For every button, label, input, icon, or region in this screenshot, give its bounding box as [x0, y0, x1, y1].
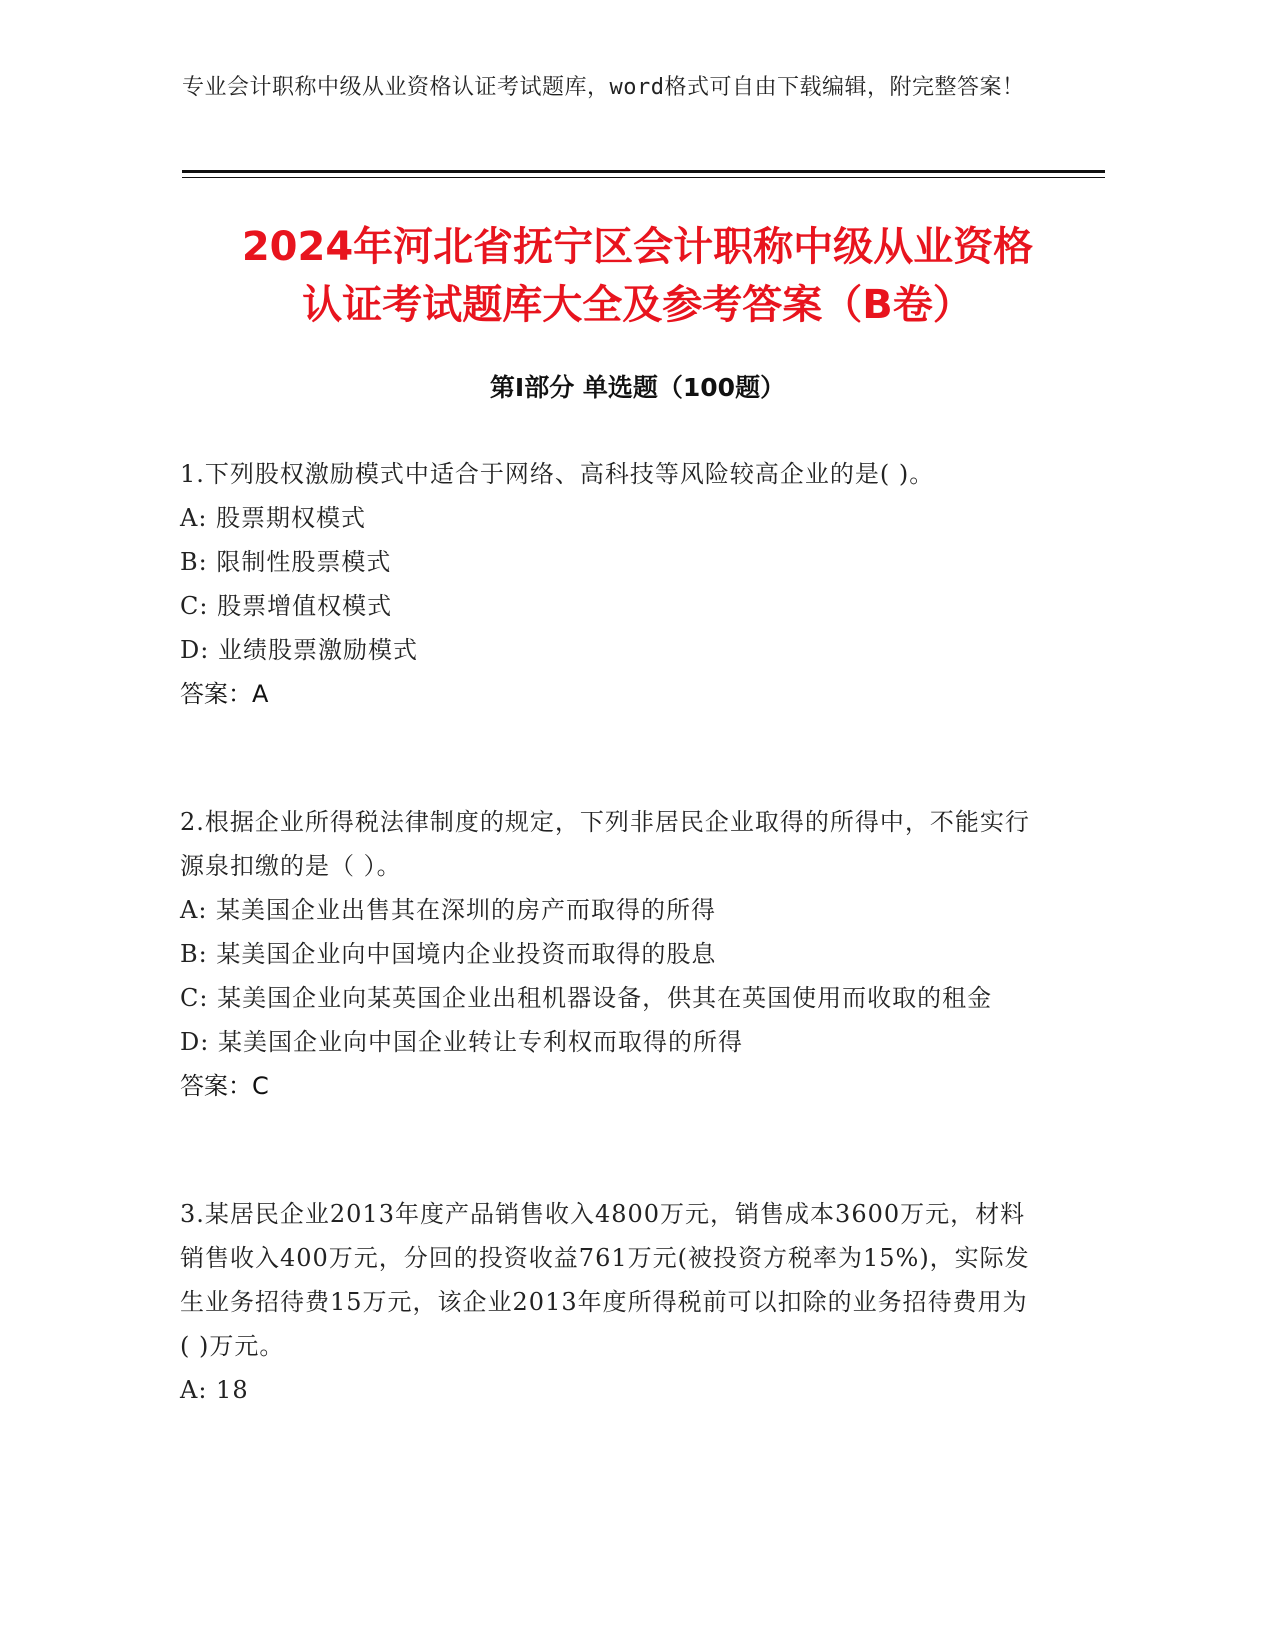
section-heading: 第Ⅰ部分 单选题（100题） — [489, 373, 786, 402]
question-stem: 3.某居民企业2013年度产品销售收入4800万元，销售成本3600万元，材料销售收入400万元，分回的投资收益761万元(被投资方税率为15%)，实际发生业务招待费15万元，该企业2013年度所得税前可以扣除的业务招待费用为( )万元。 — [180, 1200, 1030, 1360]
question-1 — [180, 452, 1030, 716]
option-c: C: 某美国企业向某英国企业出租机器设备，供其在英国使用而收取的租金 — [180, 984, 993, 1012]
question-stem: 1.下列股权激励模式中适合于网络、高科技等风险较高企业的是( )。 — [180, 460, 935, 488]
question-stem: 2.根据企业所得税法律制度的规定，下列非居民企业取得的所得中，不能实行源泉扣缴的是（ ）。 — [180, 808, 1030, 880]
header-note: 专业会计职称中级从业资格认证考试题库，word格式可自由下载编辑，附完整答案！ — [182, 75, 1025, 100]
document-title-line-2: 认证考试题库大全及参考答案（B卷） — [302, 282, 973, 328]
option-b: B: 某美国企业向中国境内企业投资而取得的股息 — [180, 940, 717, 968]
option-a: A: 某美国企业出售其在深圳的房产而取得的所得 — [180, 896, 717, 924]
option-a: A: 股票期权模式 — [180, 504, 367, 532]
option-c: C: 股票增值权模式 — [180, 592, 393, 620]
option-b: B: 限制性股票模式 — [180, 548, 392, 576]
option-d: D: 某美国企业向中国企业转让专利权而取得的所得 — [180, 1028, 743, 1056]
option-d: D: 业绩股票激励模式 — [180, 636, 418, 664]
question-3 — [180, 1192, 1030, 1412]
option-a: A: 18 — [180, 1376, 249, 1404]
answer-label: 答案：A — [180, 680, 269, 708]
header-divider-thick — [182, 170, 1105, 173]
document-title — [150, 218, 1125, 334]
header-divider-thin — [182, 177, 1105, 178]
document-title-line-1: 2024年河北省抚宁区会计职称中级从业资格 — [241, 224, 1034, 270]
answer-label: 答案：C — [180, 1072, 269, 1100]
question-2 — [180, 800, 1030, 1108]
